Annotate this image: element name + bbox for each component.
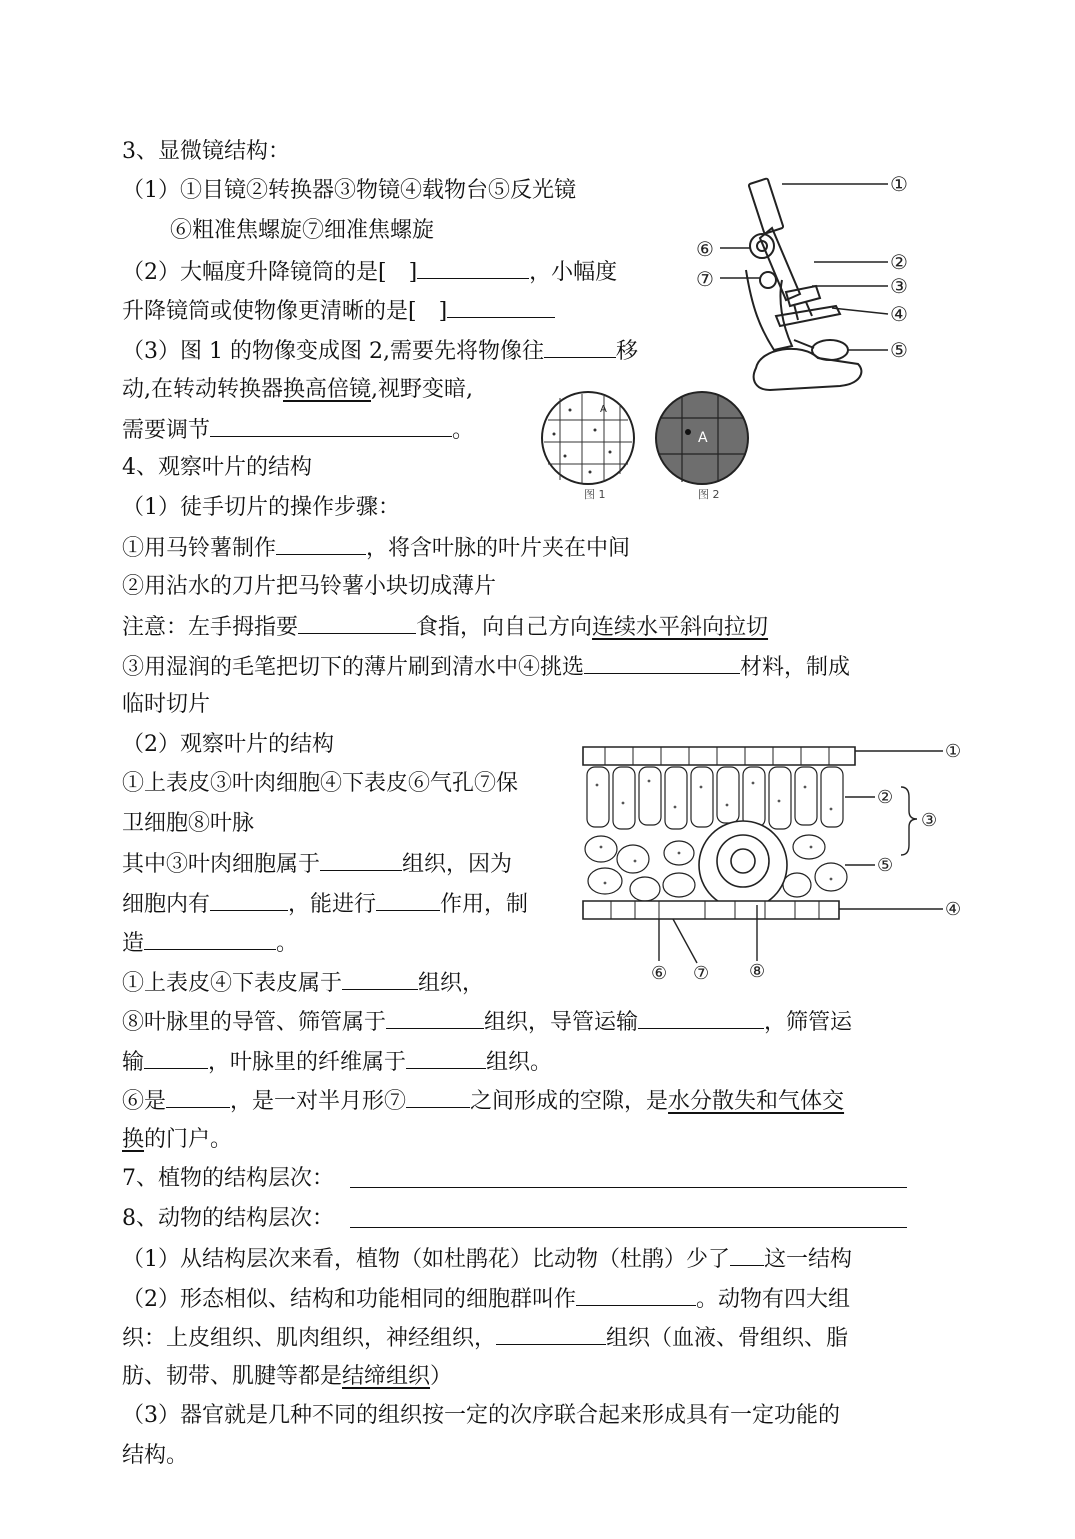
q-text: 组织。: [486, 1050, 553, 1075]
q-text: （1）从结构层次来看，植物（如杜鹃花）比动物（杜鹃）少了: [122, 1247, 730, 1272]
label: ⑥: [696, 237, 714, 261]
answer-blank[interactable]: [376, 888, 440, 911]
question-8-2-line2: [122, 1322, 848, 1354]
q-text: 之间形成的空隙，是: [470, 1089, 669, 1114]
label: ⑥: [651, 963, 668, 984]
microscope-parts-list: （1）①目镜②转换器③物镜④载物台⑤反光镜: [122, 178, 576, 203]
microscope-parts-list-cont: ⑥粗准焦螺旋⑦细准焦螺旋: [170, 218, 435, 243]
q-text: 动,在转动转换器: [122, 377, 283, 402]
q-text: 组织（血液、骨组织、脂: [606, 1326, 849, 1351]
step-1: [122, 532, 630, 564]
underlined-text: 换高倍镜: [283, 377, 372, 402]
q-text: 食指，向自己方向: [416, 615, 593, 640]
answer-blank[interactable]: [730, 1243, 764, 1266]
q-text: （2）形态相似、结构和功能相同的细胞群叫作: [122, 1287, 576, 1312]
q-text: 输: [122, 1050, 145, 1075]
label: ③: [890, 274, 908, 298]
q-text: ，小幅度: [529, 260, 618, 285]
question-mesophyll-1: [122, 848, 512, 880]
answer-blank[interactable]: [584, 651, 740, 674]
q-text: 织：上皮组织、肌肉组织，神经组织，: [122, 1326, 497, 1351]
underlined-text: 水分散失和气体交: [668, 1089, 845, 1114]
question-stoma-2: [122, 1125, 232, 1155]
answer-blank[interactable]: [276, 532, 366, 555]
question-epidermis: [122, 967, 484, 999]
q-text: 。: [276, 931, 299, 956]
q-text: ，叶脉里的纤维属于: [208, 1050, 407, 1075]
leaf-parts-list: ①上表皮③叶肉细胞④下表皮⑥气孔⑦保: [122, 771, 519, 796]
question-3-2-line2: [122, 295, 555, 327]
q-text: ,视野变暗,: [371, 377, 474, 402]
answer-blank[interactable]: [496, 1322, 606, 1345]
label: ⑧: [749, 961, 766, 982]
answer-blank[interactable]: [576, 1283, 696, 1306]
q-text: 其中③叶肉细胞属于: [122, 852, 321, 877]
section-4-title: 4、观察叶片的结构: [122, 455, 312, 480]
q-text: 材料，制成: [740, 655, 851, 680]
fig2-caption: 图 2: [698, 488, 720, 501]
section-7-title: 7、植物的结构层次：: [122, 1166, 334, 1191]
answer-blank[interactable]: [320, 848, 402, 871]
q-text: 。: [452, 418, 475, 443]
q-text: （2）大幅度升降镜筒的是[ ]: [122, 260, 418, 285]
letter-a: A: [698, 430, 708, 446]
label: ③: [921, 810, 938, 831]
step-3-cont: 临时切片: [122, 692, 211, 717]
label: ⑦: [696, 267, 714, 291]
q-text: 肪、韧带、肌腱等都是: [122, 1364, 343, 1389]
q-text: 的门户。: [144, 1127, 233, 1152]
answer-blank[interactable]: [298, 611, 416, 634]
question-vein-2: [122, 1046, 552, 1078]
answer-blank[interactable]: [544, 335, 616, 358]
question-mesophyll-2: [122, 888, 528, 920]
letter-a: A: [600, 404, 607, 415]
underlined-text: 结缔组织: [342, 1364, 431, 1389]
q-text: ，筛管运: [764, 1010, 853, 1035]
label: ①: [945, 741, 962, 762]
note-line: [122, 611, 768, 643]
answer-blank[interactable]: [386, 1006, 484, 1029]
label: ⑤: [890, 338, 908, 362]
answer-blank[interactable]: [406, 1085, 470, 1108]
question-3-3-line1: [122, 335, 638, 367]
answer-blank[interactable]: [210, 414, 452, 437]
q-text: ）: [430, 1364, 453, 1389]
q-text: 。动物有四大组: [696, 1287, 851, 1312]
question-3-2-line1: [122, 256, 617, 288]
microscope-diagram: [690, 168, 920, 403]
answer-blank[interactable]: [406, 1046, 486, 1069]
q-text: 作用，制: [440, 892, 529, 917]
label: ②: [877, 787, 894, 808]
answer-blank[interactable]: [144, 927, 276, 950]
question-8-1: [122, 1243, 852, 1275]
q-text: ⑧叶脉里的导管、筛管属于: [122, 1010, 387, 1035]
q-text: ，能进行: [288, 892, 377, 917]
q-text: 组织，: [418, 971, 485, 996]
question-8-2-line3: [122, 1362, 452, 1392]
q-text: 组织，导管运输: [484, 1010, 639, 1035]
question-mesophyll-3: [122, 927, 298, 959]
answer-blank[interactable]: [417, 256, 529, 279]
leaf-cross-section-diagram: [575, 735, 970, 985]
q-text: （3）图 1 的物像变成图 2,需要先将物像往: [122, 339, 544, 364]
q-text: 细胞内有: [122, 892, 211, 917]
answer-line[interactable]: [350, 1227, 907, 1228]
leaf-parts-list-cont: 卫细胞⑧叶脉: [122, 811, 255, 836]
q-text: 需要调节: [122, 418, 211, 443]
answer-blank[interactable]: [144, 1046, 208, 1069]
field-of-view-figures: [540, 390, 760, 505]
label: ⑦: [693, 963, 710, 984]
label: ②: [890, 250, 908, 274]
label: ①: [890, 172, 908, 196]
q-text: ，将含叶脉的叶片夹在中间: [366, 536, 631, 561]
answer-blank[interactable]: [638, 1006, 764, 1029]
underlined-text: 连续水平斜向拉切: [592, 615, 769, 640]
question-3-3-line2: [122, 375, 473, 405]
question-8-2-line1: [122, 1283, 850, 1315]
fig1-caption: 图 1: [584, 488, 606, 501]
q-text: 移: [615, 339, 638, 364]
answer-blank[interactable]: [342, 967, 418, 990]
step-3: [122, 651, 850, 683]
q-text: 组织，因为: [402, 852, 513, 877]
q-text: ⑥是: [122, 1089, 167, 1114]
answer-blank[interactable]: [447, 295, 555, 318]
answer-line[interactable]: [350, 1187, 907, 1188]
q-text: ③用湿润的毛笔把切下的薄片刷到清水中④挑选: [122, 655, 585, 680]
underlined-text: 换: [122, 1127, 145, 1152]
question-8-3-line2: 结构。: [122, 1443, 189, 1468]
q-text: 造: [122, 931, 145, 956]
q-text: ，是一对半月形⑦: [230, 1089, 407, 1114]
section-3-title: 3、显微镜结构：: [122, 139, 290, 164]
label: ⑤: [877, 855, 894, 876]
answer-blank[interactable]: [210, 888, 288, 911]
q-text: 这一结构: [764, 1247, 853, 1272]
question-vein-1: [122, 1006, 852, 1038]
question-4-2: （2）观察叶片的结构: [122, 732, 334, 757]
answer-blank[interactable]: [166, 1085, 230, 1108]
step-2: ②用沾水的刀片把马铃薯小块切成薄片: [122, 574, 497, 599]
section-8-title: 8、动物的结构层次：: [122, 1206, 334, 1231]
q-text: 注意：左手拇指要: [122, 615, 299, 640]
label: ④: [945, 899, 962, 920]
question-8-3-line1: （3）器官就是几种不同的组织按一定的次序联合起来形成具有一定功能的: [122, 1403, 840, 1428]
question-3-3-line3: [122, 414, 474, 446]
q-text: ①用马铃薯制作: [122, 536, 277, 561]
q-text: 升降镜筒或使物像更清晰的是[ ]: [122, 299, 448, 324]
question-4-1: （1）徒手切片的操作步骤：: [122, 495, 400, 520]
question-stoma-1: [122, 1085, 844, 1117]
q-text: ①上表皮④下表皮属于: [122, 971, 343, 996]
label: ④: [890, 302, 908, 326]
